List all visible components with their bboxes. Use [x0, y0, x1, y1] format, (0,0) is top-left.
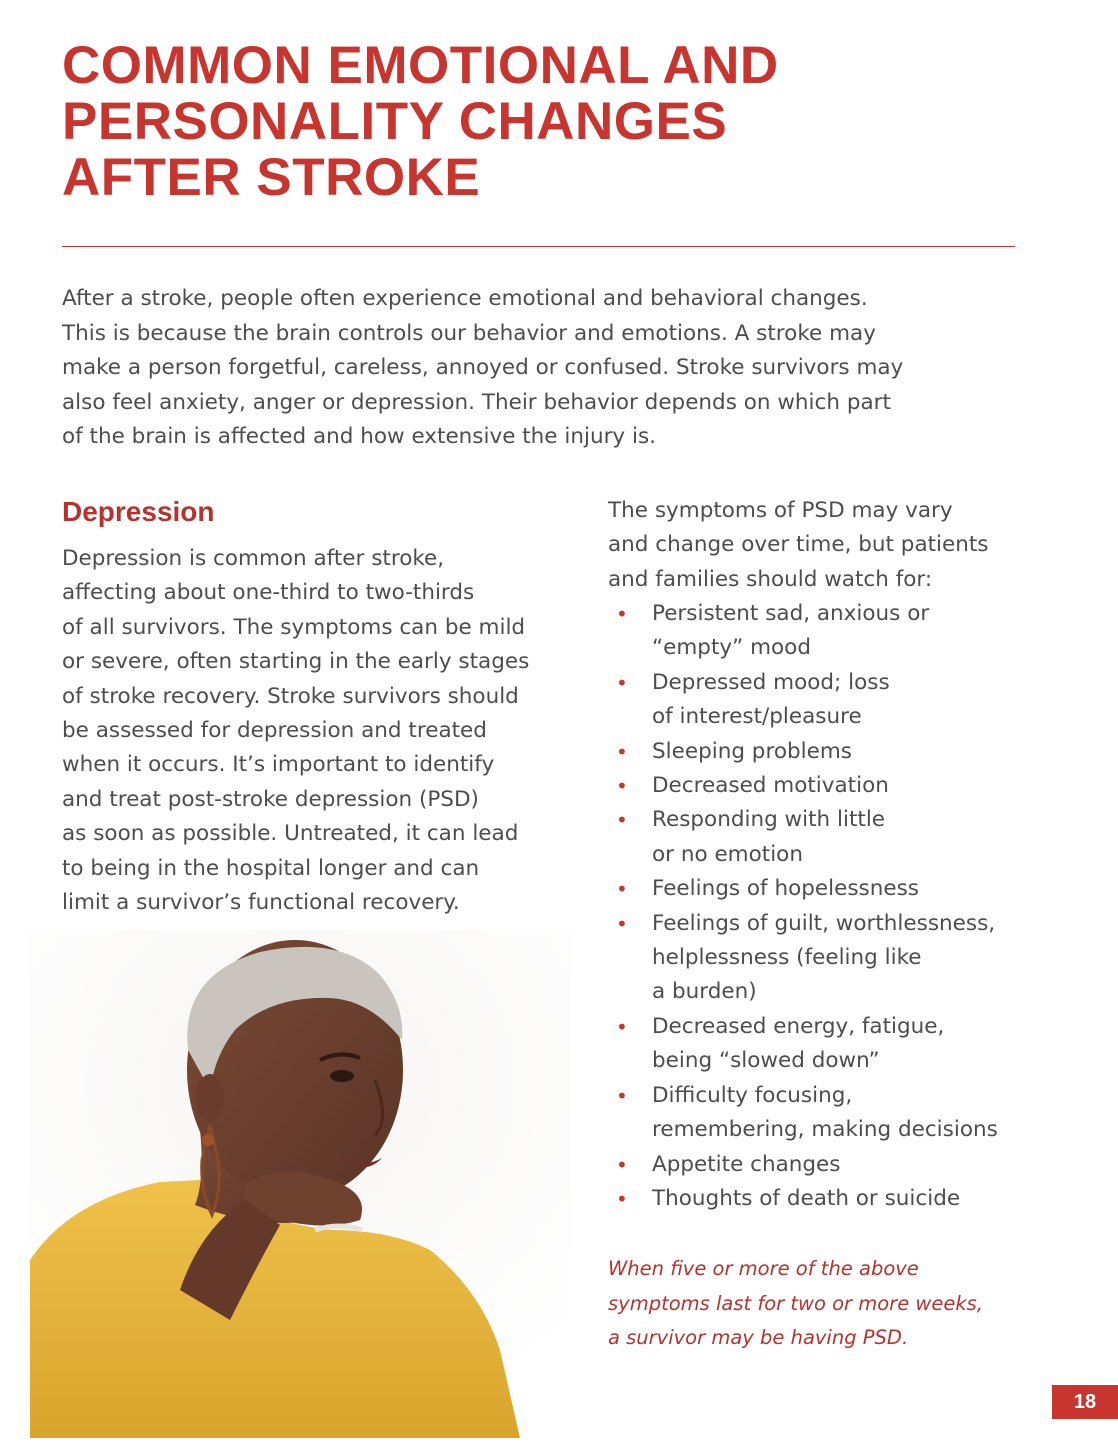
symptoms-intro-line: The symptoms of PSD may vary [608, 498, 953, 523]
symptom-text-line: Feelings of hopelessness [652, 876, 919, 902]
bullet-icon: • [616, 602, 628, 626]
symptoms-intro-line: and families should watch for: [608, 566, 933, 592]
bullet-icon: • [616, 1152, 628, 1177]
depression-line: Depression is common after stroke, [62, 546, 445, 571]
symptom-text-line: Responding with little [652, 807, 886, 833]
symptom-text-line: a burden) [652, 979, 757, 1005]
eye [330, 1070, 354, 1082]
symptom-item [608, 1148, 1088, 1182]
depression-line: be assessed for depression and treated [62, 718, 487, 744]
symptom-item [608, 1182, 1088, 1216]
depression-line: to being in the hospital longer and can [62, 855, 480, 881]
symptom-item [608, 872, 1088, 906]
page-number: 18 [1052, 1385, 1118, 1419]
note-line: symptoms last for two or more weeks, [608, 1291, 983, 1315]
bullet-icon: • [616, 1014, 628, 1039]
depression-line: limit a survivor’s functional recovery. [62, 890, 460, 916]
depression-line: and treat post-stroke depression (PSD) [62, 786, 479, 812]
woman-portrait-photo [30, 930, 570, 1438]
title-line: COMMON EMOTIONAL AND [62, 36, 779, 95]
bullet-icon: • [616, 808, 628, 833]
symptoms-intro-line: and change over time, but patients [608, 532, 989, 558]
page-title [62, 38, 1022, 206]
ear [196, 1074, 224, 1122]
earring-bead [202, 1134, 214, 1146]
title-line: PERSONALITY CHANGES [62, 92, 728, 151]
bullet-icon: • [616, 1186, 628, 1211]
symptom-text-line: remembering, making decisions [652, 1117, 998, 1143]
symptoms-intro [608, 494, 1068, 597]
symptom-text-line: helplessness (feeling like [652, 945, 922, 971]
depression-line: of stroke recovery. Stroke survivors should [62, 683, 519, 709]
symptom-item [608, 907, 1088, 1010]
note-line: When five or more of the above [608, 1257, 919, 1280]
intro-line: After a stroke, people often experience emotional and behavioral changes. [62, 286, 868, 311]
symptom-item [608, 1079, 1088, 1148]
symptoms-list [608, 597, 1088, 1216]
symptom-item [608, 735, 1088, 769]
symptom-text-line: Persistent sad, anxious or [652, 601, 930, 626]
title-divider [62, 246, 1015, 247]
intro-line: of the brain is affected and how extensive the injury is. [62, 424, 656, 449]
symptom-item [608, 597, 1088, 666]
symptom-item [608, 769, 1088, 803]
bullet-icon: • [616, 670, 628, 695]
symptom-item [608, 803, 1088, 872]
intro-line: also feel anxiety, anger or depression. Their behavior depends on which part [62, 389, 891, 415]
intro-line: make a person forgetful, careless, annoyed or confused. Stroke survivors may [62, 355, 904, 380]
portrait-illustration [30, 930, 570, 1438]
symptom-text-line: “empty” mood [652, 635, 811, 661]
bullet-icon: • [616, 774, 628, 799]
symptom-text-line: or no emotion [652, 841, 803, 867]
symptom-text-line: Feelings of guilt, worthlessness, [652, 910, 996, 936]
intro-paragraph [62, 282, 1022, 455]
symptom-text-line: being “slowed down” [652, 1048, 880, 1074]
title-line: AFTER STROKE [62, 148, 481, 207]
depression-line: affecting about one-third to two-thirds [62, 580, 475, 606]
symptom-text-line: Depressed mood; loss [652, 669, 890, 695]
symptom-item [608, 666, 1088, 735]
symptom-text-line: Sleeping problems [652, 738, 852, 764]
psd-note [608, 1252, 1068, 1356]
symptom-text-line: Thoughts of death or suicide [652, 1185, 961, 1211]
depression-line: of all survivors. The symptoms can be mild [62, 614, 526, 640]
bullet-icon: • [616, 877, 628, 902]
depression-line: or severe, often starting in the early stages [62, 649, 530, 675]
bullet-icon: • [616, 911, 628, 936]
symptom-text-line: Decreased motivation [652, 773, 889, 799]
intro-line: This is because the brain controls our behavior and emotions. A stroke may [62, 320, 876, 346]
symptom-text-line: Decreased energy, fatigue, [652, 1013, 945, 1039]
symptom-text-line: of interest/pleasure [652, 704, 862, 730]
symptom-item [608, 1010, 1088, 1079]
depression-line: as soon as possible. Untreated, it can lead [62, 821, 519, 847]
depression-line: when it occurs. It’s important to identify [62, 752, 495, 778]
bullet-icon: • [616, 1083, 628, 1108]
depression-paragraph [62, 542, 592, 920]
bullet-icon: • [616, 739, 628, 764]
symptom-text-line: Difficulty focusing, [652, 1082, 853, 1108]
note-line: a survivor may be having PSD. [608, 1326, 909, 1349]
depression-heading: Depression [62, 496, 215, 527]
symptom-text-line: Appetite changes [652, 1151, 841, 1177]
